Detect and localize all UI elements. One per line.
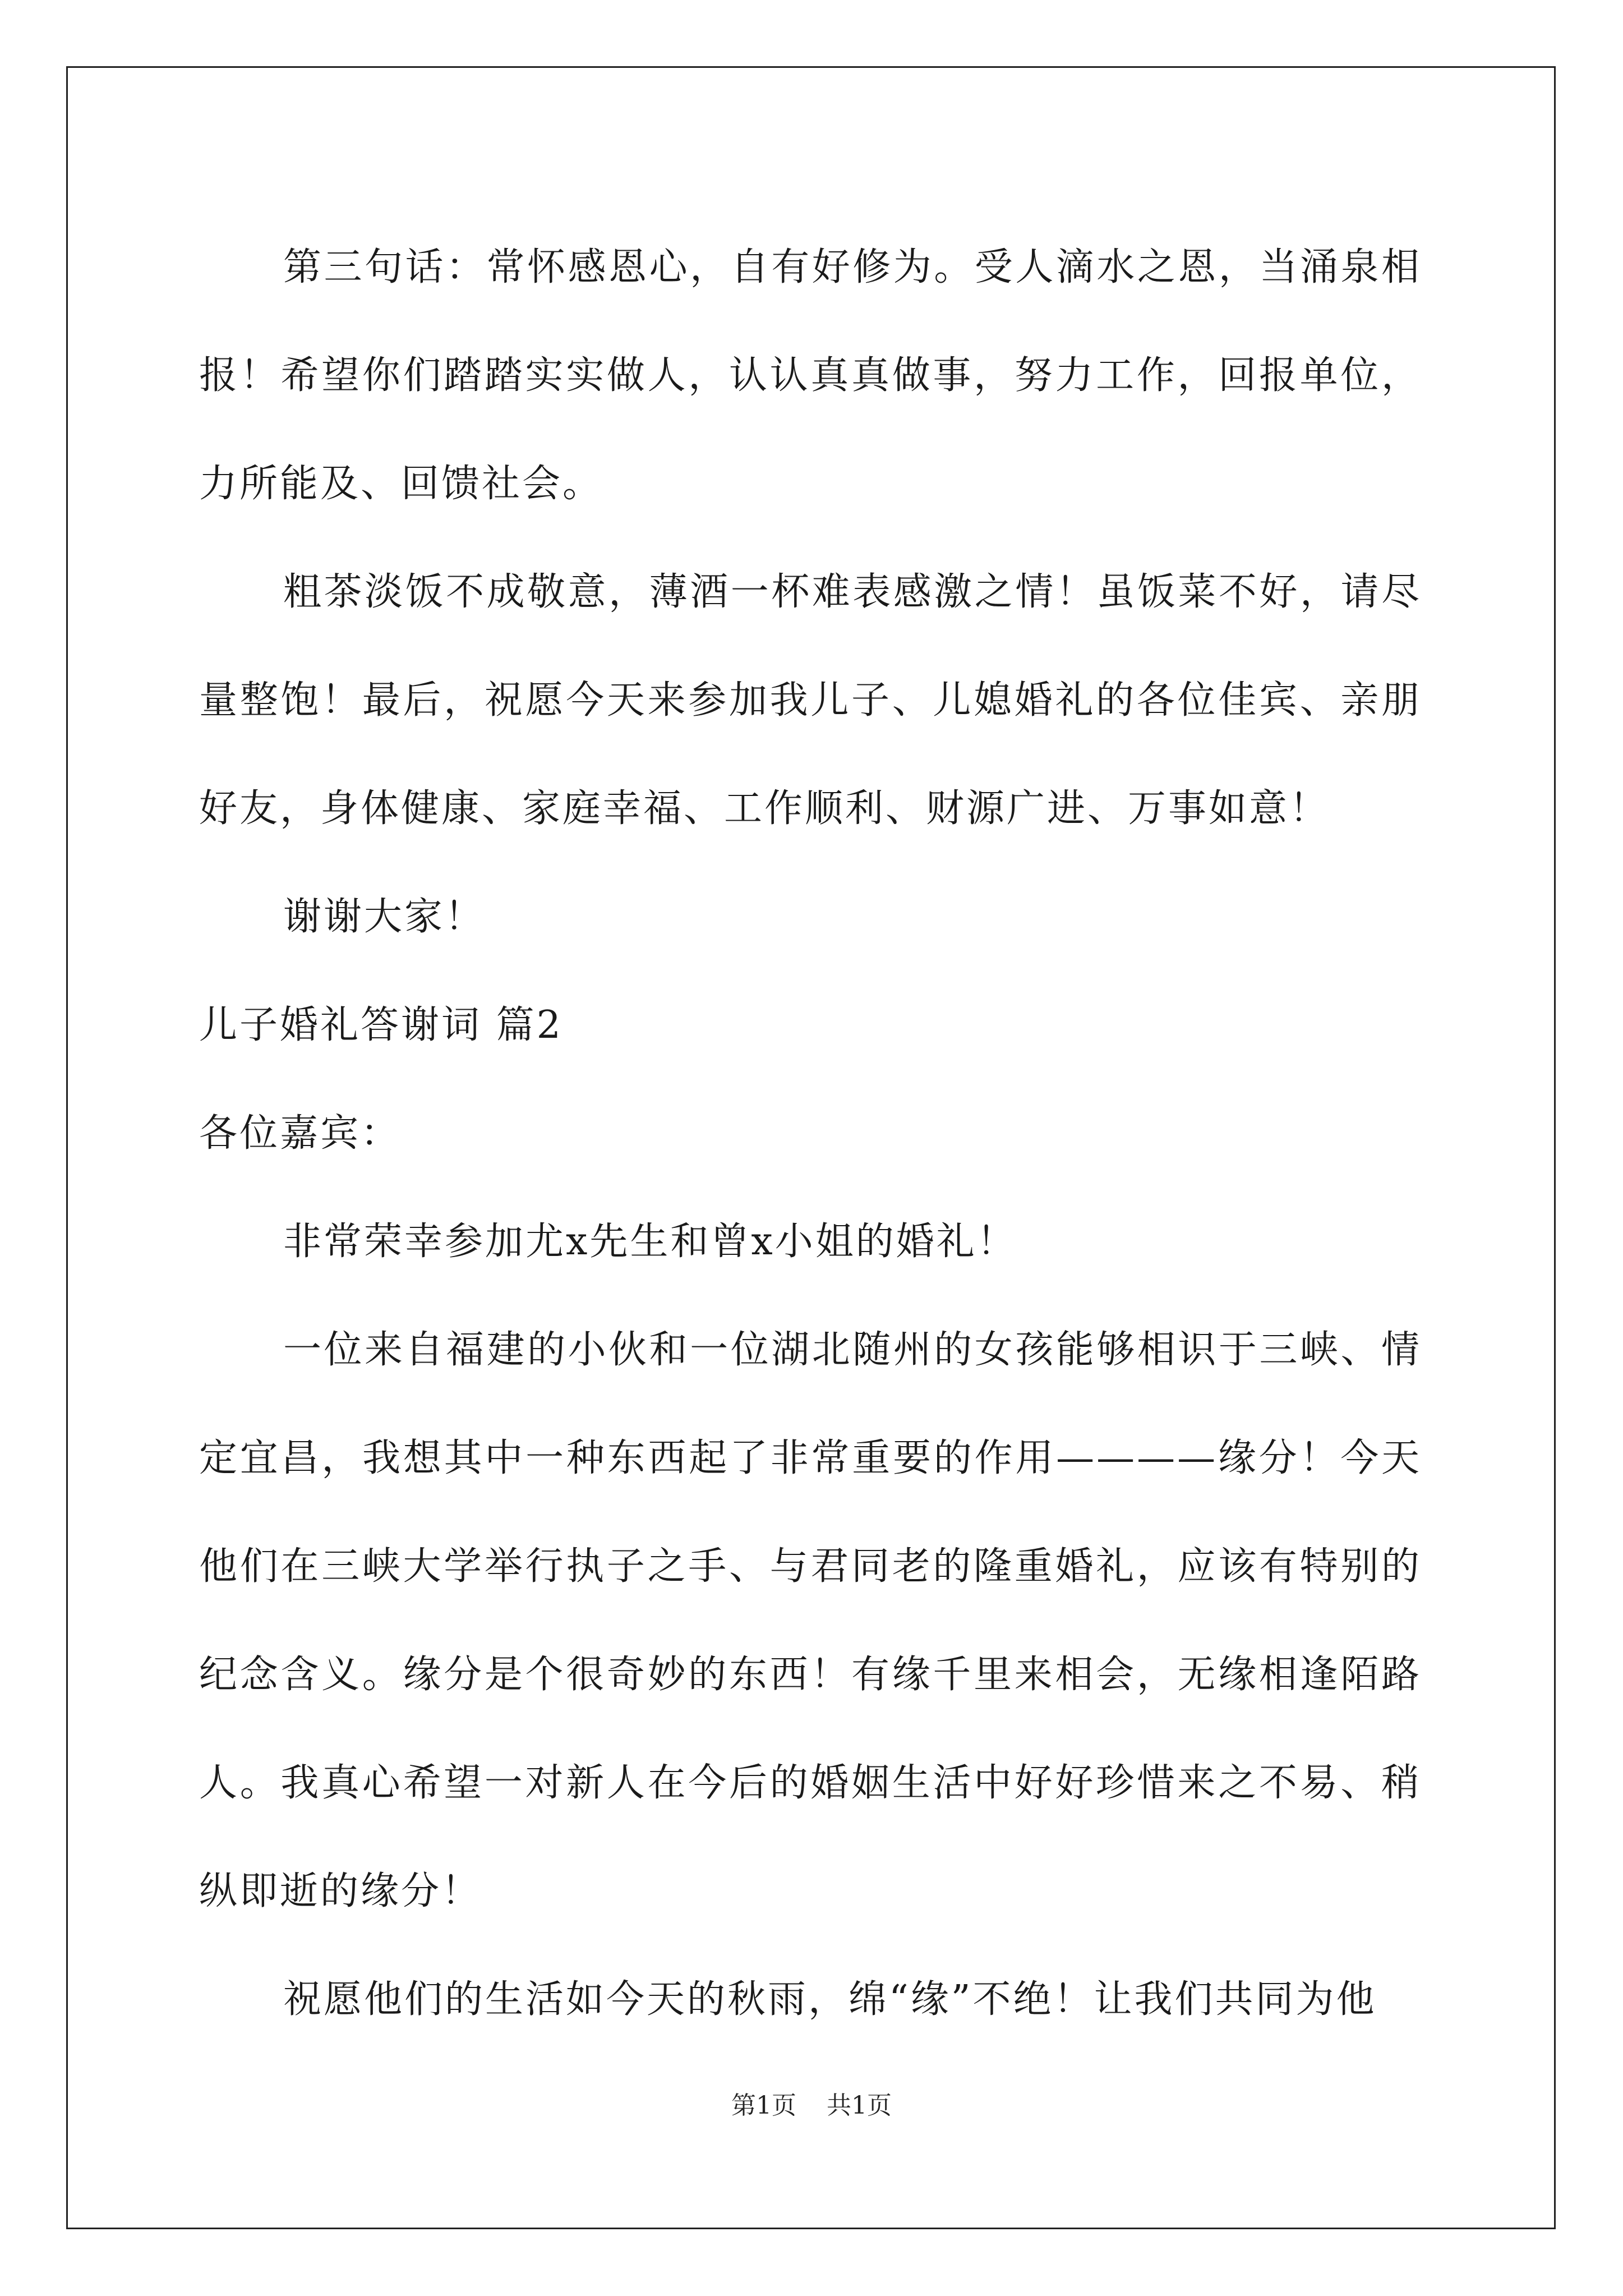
page-number-current: 第1页 (731, 2091, 796, 2120)
document-body (199, 213, 1422, 2054)
paragraph-wishes: 祝愿他们的生活如今天的秋雨，绵“缘”不绝！让我们共同为他 (283, 1977, 1377, 2022)
greeting: 各位嘉宾： (199, 1111, 402, 1156)
paragraph-honored: 非常荣幸参加尤x先生和曾x小姐的婚礼！ (283, 1220, 1017, 1264)
paragraph-fate: 一位来自福建的小伙和一位湖北随州的女孩能够相识于三峡、情定宜昌，我想其中一种东西起了非常重要的作用————缘分！今天他们在三峡大学举行执子之手、与君同老的隆重婚礼，应该有特别的纪念含义。缘分是个很奇妙的东西！有缘千里来相会，无缘相逢陌路人。我真心希望一对新人在今后的婚姻生活中好好珍惜来之不易、稍纵即逝的缘分！ (199, 1328, 1422, 1913)
paragraph-gratitude: 第三句话：常怀感恩心，自有好修为。受人滴水之恩，当涌泉相报！希望你们踏踏实实做人，认认真真做事，努力工作，回报单位，力所能及、回馈社会。 (199, 245, 1422, 506)
paragraph-toast: 粗茶淡饭不成敬意，薄酒一杯难表感激之情！虽饭菜不好，请尽量整饱！最后，祝愿今天来参加我儿子、儿媳婚礼的各位佳宾、亲朋好友，身体健康、家庭幸福、工作顺利、财源广进、万事如意！ (199, 570, 1422, 831)
section-heading: 儿子婚礼答谢词 篇2 (199, 1003, 563, 1047)
page-footer (0, 2089, 1623, 2123)
page-number-total: 共1页 (827, 2091, 892, 2120)
paragraph-thanks: 谢谢大家！ (283, 895, 486, 939)
